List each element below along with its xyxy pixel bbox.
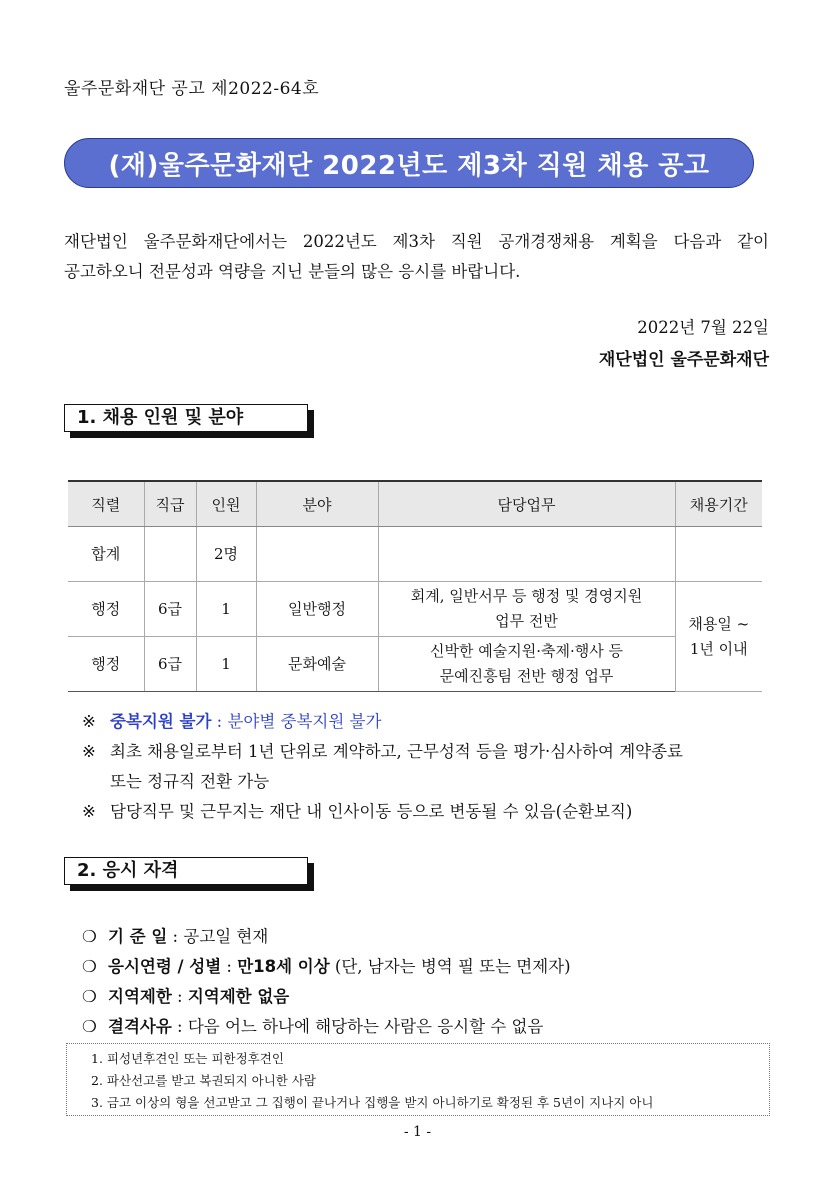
cell-duty [378, 637, 675, 692]
page-number: - 1 - [403, 1124, 432, 1140]
notes-list [82, 707, 772, 827]
cell-series: 행정 [68, 637, 144, 692]
total-count: 2명 [196, 527, 256, 582]
note-contract [82, 737, 772, 797]
header-series: 직렬 [68, 481, 144, 527]
section-2-heading [64, 857, 314, 889]
disqualification-item: 3. 금고 이상의 형을 선고받고 그 집행이 끝나거나 집행을 받지 아니하기로 확정된 후 5년이 지나지 아니 [91, 1095, 654, 1110]
qualification-label: 지역제한 [108, 987, 172, 1006]
duty-line-2: 업무 전반 [495, 612, 558, 630]
total-label: 합계 [68, 527, 144, 582]
duty-line-2: 문예진흥팀 전반 행정 업무 [439, 667, 614, 685]
note-rotation-text: 담당직무 및 근무지는 재단 내 인사이동 등으로 변동될 수 있음(순환보직) [110, 802, 633, 821]
section-2-heading-text: 2. 응시 자격 [64, 857, 308, 885]
title-banner [64, 138, 754, 188]
page-title: (재)울주문화재단 2022년도 제3차 직원 채용 공고 [108, 150, 710, 181]
qualification-item: ❍ 결격사유 : 다음 어느 하나에 해당하는 사람은 응시할 수 없음 [82, 1012, 772, 1042]
cell-duty [378, 582, 675, 637]
note-contract-line-2: 또는 정규직 전환 가능 [110, 772, 270, 791]
cell-field: 일반행정 [256, 582, 378, 637]
qualification-label: 응시연령 / 성별 [108, 957, 222, 976]
header-duty: 담당업무 [378, 481, 675, 527]
note-rotation [82, 797, 772, 827]
disqualification-box [66, 1043, 770, 1116]
notice-number: 울주문화재단 공고 제2022-64호 [64, 79, 320, 99]
period-line-2: 1년 이내 [689, 639, 748, 658]
qualification-item: ❍ 응시연령 / 성별 : 만18세 이상 (단, 남자는 병역 필 또는 면제자) [82, 952, 772, 982]
header-count: 인원 [196, 481, 256, 527]
qualifications-list [82, 922, 772, 1042]
circle-bullet-icon: ❍ [82, 987, 97, 1006]
intro-line-1: 재단법인 울주문화재단에서는 2022년도 제3차 직원 공개경쟁채용 계획을 다음과 같이 [64, 232, 769, 251]
circle-bullet-icon: ❍ [82, 1017, 97, 1036]
notice-date: 2022년 7월 22일 [637, 318, 769, 337]
reference-mark-icon: ※ [82, 712, 96, 731]
cell-series: 행정 [68, 582, 144, 637]
note-contract-line-1: 최초 채용일로부터 1년 단위로 계약하고, 근무성적 등을 평가·심사하여 계약종료 [110, 742, 683, 761]
circle-bullet-icon: ❍ [82, 957, 97, 976]
qualification-item: ❍ 기 준 일 : 공고일 현재 [82, 922, 772, 952]
reference-mark-icon: ※ [82, 802, 96, 821]
section-1-heading-text: 1. 채용 인원 및 분야 [64, 404, 308, 432]
section-1-heading [64, 404, 314, 436]
note-duplicate-text: : 분야별 중복지원 불가 [211, 712, 382, 731]
table-row-total [68, 527, 762, 582]
header-field: 분야 [256, 481, 378, 527]
header-period: 채용기간 [675, 481, 762, 527]
qualification-label: 결격사유 [108, 1017, 172, 1036]
qualification-value: 공고일 현재 [183, 927, 269, 946]
qualification-label: 기 준 일 [108, 927, 168, 946]
reference-mark-icon: ※ [82, 742, 96, 761]
cell-grade: 6급 [144, 582, 196, 637]
qualification-value: 다음 어느 하나에 해당하는 사람은 응시할 수 없음 [187, 1017, 544, 1036]
qualification-item: ❍ 지역제한 : 지역제한 없음 [82, 982, 772, 1012]
intro-paragraph [64, 227, 769, 287]
period-line-1: 채용일 ~ [688, 614, 750, 633]
circle-bullet-icon: ❍ [82, 927, 97, 946]
table-row [68, 637, 762, 692]
note-duplicate [82, 707, 772, 737]
cell-count: 1 [196, 582, 256, 637]
qualification-value: 지역제한 없음 [187, 987, 290, 1006]
header-grade: 직급 [144, 481, 196, 527]
organization-name: 재단법인 울주문화재단 [598, 350, 769, 370]
table-row [68, 582, 762, 637]
disqualification-item: 2. 파산선고를 받고 복권되지 아니한 사람 [91, 1073, 316, 1088]
cell-count: 1 [196, 637, 256, 692]
recruitment-table [68, 480, 762, 692]
duty-line-1: 회계, 일반서무 등 행정 및 경영지원 [410, 587, 643, 605]
duty-line-1: 신박한 예술지원·축제·행사 등 [430, 642, 623, 660]
table-header-row [68, 481, 762, 527]
disqualification-item: 1. 피성년후견인 또는 피한정후견인 [91, 1051, 284, 1066]
qualification-value: 만18세 이상 [237, 957, 330, 976]
note-duplicate-label: 중복지원 불가 [110, 712, 212, 731]
cell-period [675, 582, 762, 692]
cell-field: 문화예술 [256, 637, 378, 692]
cell-grade: 6급 [144, 637, 196, 692]
qualification-extra: (단, 남자는 병역 필 또는 면제자) [329, 957, 571, 976]
intro-line-2: 공고하오니 전문성과 역량을 지닌 분들의 많은 응시를 바랍니다. [64, 262, 521, 281]
